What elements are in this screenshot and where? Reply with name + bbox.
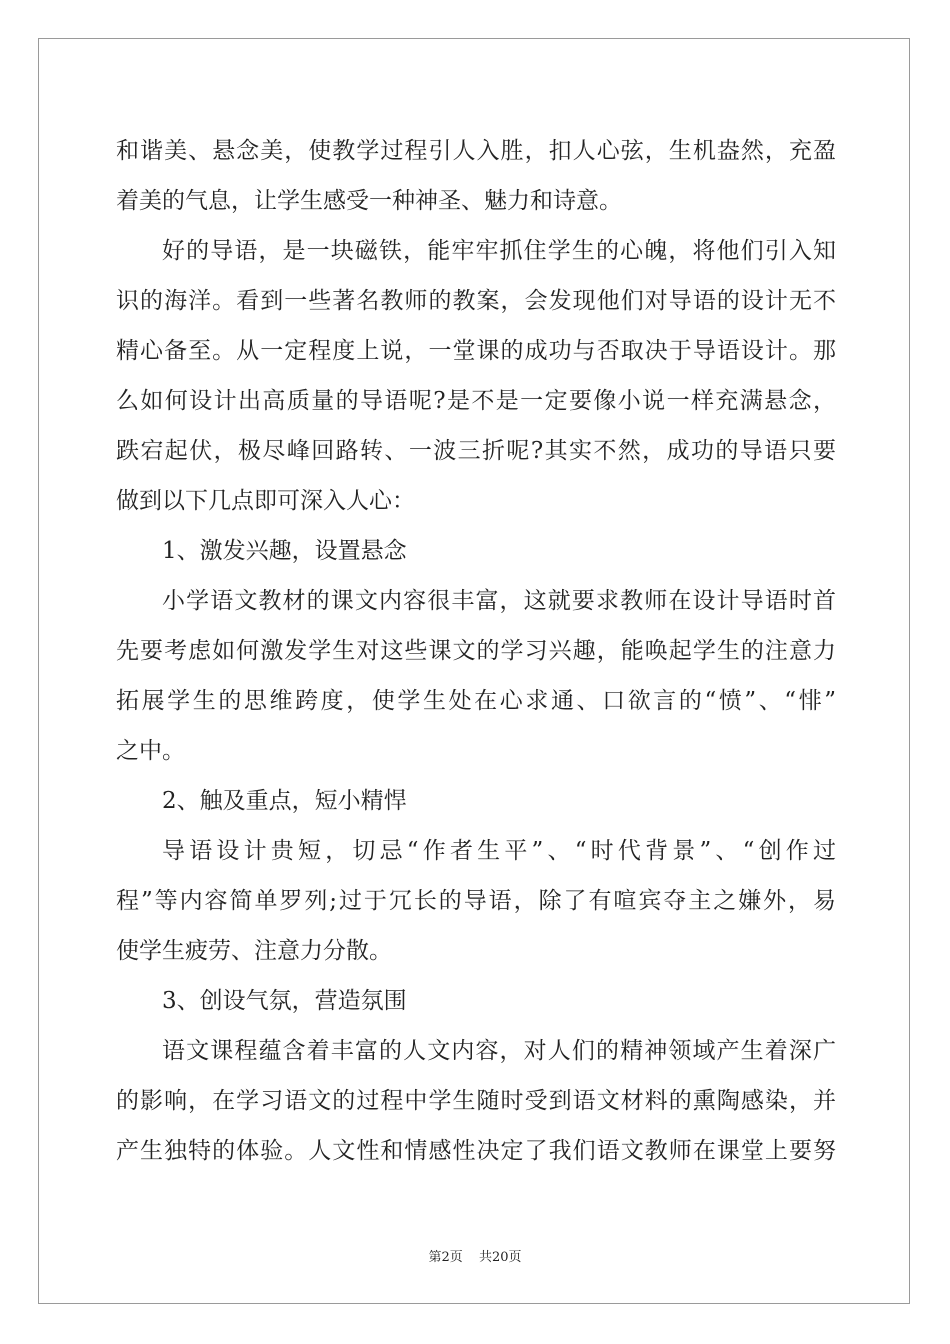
- text-line: 着美的气息，让学生感受一种神圣、魅力和诗意。: [116, 188, 622, 214]
- text-line: 做到以下几点即可深入人心：: [116, 488, 415, 514]
- text-line: 使学生疲劳、注意力分散。: [116, 938, 392, 964]
- text-line: 拓展学生的思维跨度，使学生处在心求通、口欲言的“愤”、“悱”: [116, 688, 836, 714]
- document-body: [116, 126, 836, 1176]
- text-line: 么如何设计出高质量的导语呢?是不是一定要像小说一样充满悬念，: [116, 388, 836, 414]
- paragraph-start-line: 语文课程蕴含着丰富的人文内容，对人们的精神领域产生着深广: [162, 1038, 836, 1064]
- paragraph-start-line: 小学语文教材的课文内容很丰富，这就要求教师在设计导语时首: [162, 588, 836, 614]
- page-footer: [0, 1246, 950, 1265]
- text-line: 和谐美、悬念美，使教学过程引人入胜，扣人心弦，生机盎然，充盈: [116, 138, 836, 164]
- paragraph-start-line: 导语设计贵短，切忌“作者生平”、“时代背景”、“创作过: [162, 838, 836, 864]
- section-heading: 3、创设气氛，营造氛围: [162, 988, 407, 1014]
- text-line: 识的海洋。看到一些著名教师的教案，会发现他们对导语的设计无不: [116, 288, 836, 314]
- page-number: 第2页: [428, 1250, 463, 1265]
- paragraph-start-line: 好的导语，是一块磁铁，能牢牢抓住学生的心魄，将他们引入知: [162, 238, 836, 264]
- page-total: 共20页: [478, 1250, 522, 1265]
- section-heading: 1、激发兴趣，设置悬念: [162, 538, 407, 564]
- text-line: 的影响，在学习语文的过程中学生随时受到语文材料的熏陶感染，并: [116, 1088, 836, 1114]
- text-line: 产生独特的体验。人文性和情感性决定了我们语文教师在课堂上要努: [116, 1138, 836, 1164]
- text-line: 程”等内容简单罗列;过于冗长的导语，除了有喧宾夺主之嫌外，易: [116, 888, 836, 914]
- text-line: 先要考虑如何激发学生对这些课文的学习兴趣，能唤起学生的注意力: [116, 638, 836, 664]
- text-line: 之中。: [116, 738, 185, 764]
- text-line: 跌宕起伏，极尽峰回路转、一波三折呢?其实不然，成功的导语只要: [116, 438, 836, 464]
- section-heading: 2、触及重点，短小精悍: [162, 788, 407, 814]
- text-line: 精心备至。从一定程度上说，一堂课的成功与否取决于导语设计。那: [116, 338, 836, 364]
